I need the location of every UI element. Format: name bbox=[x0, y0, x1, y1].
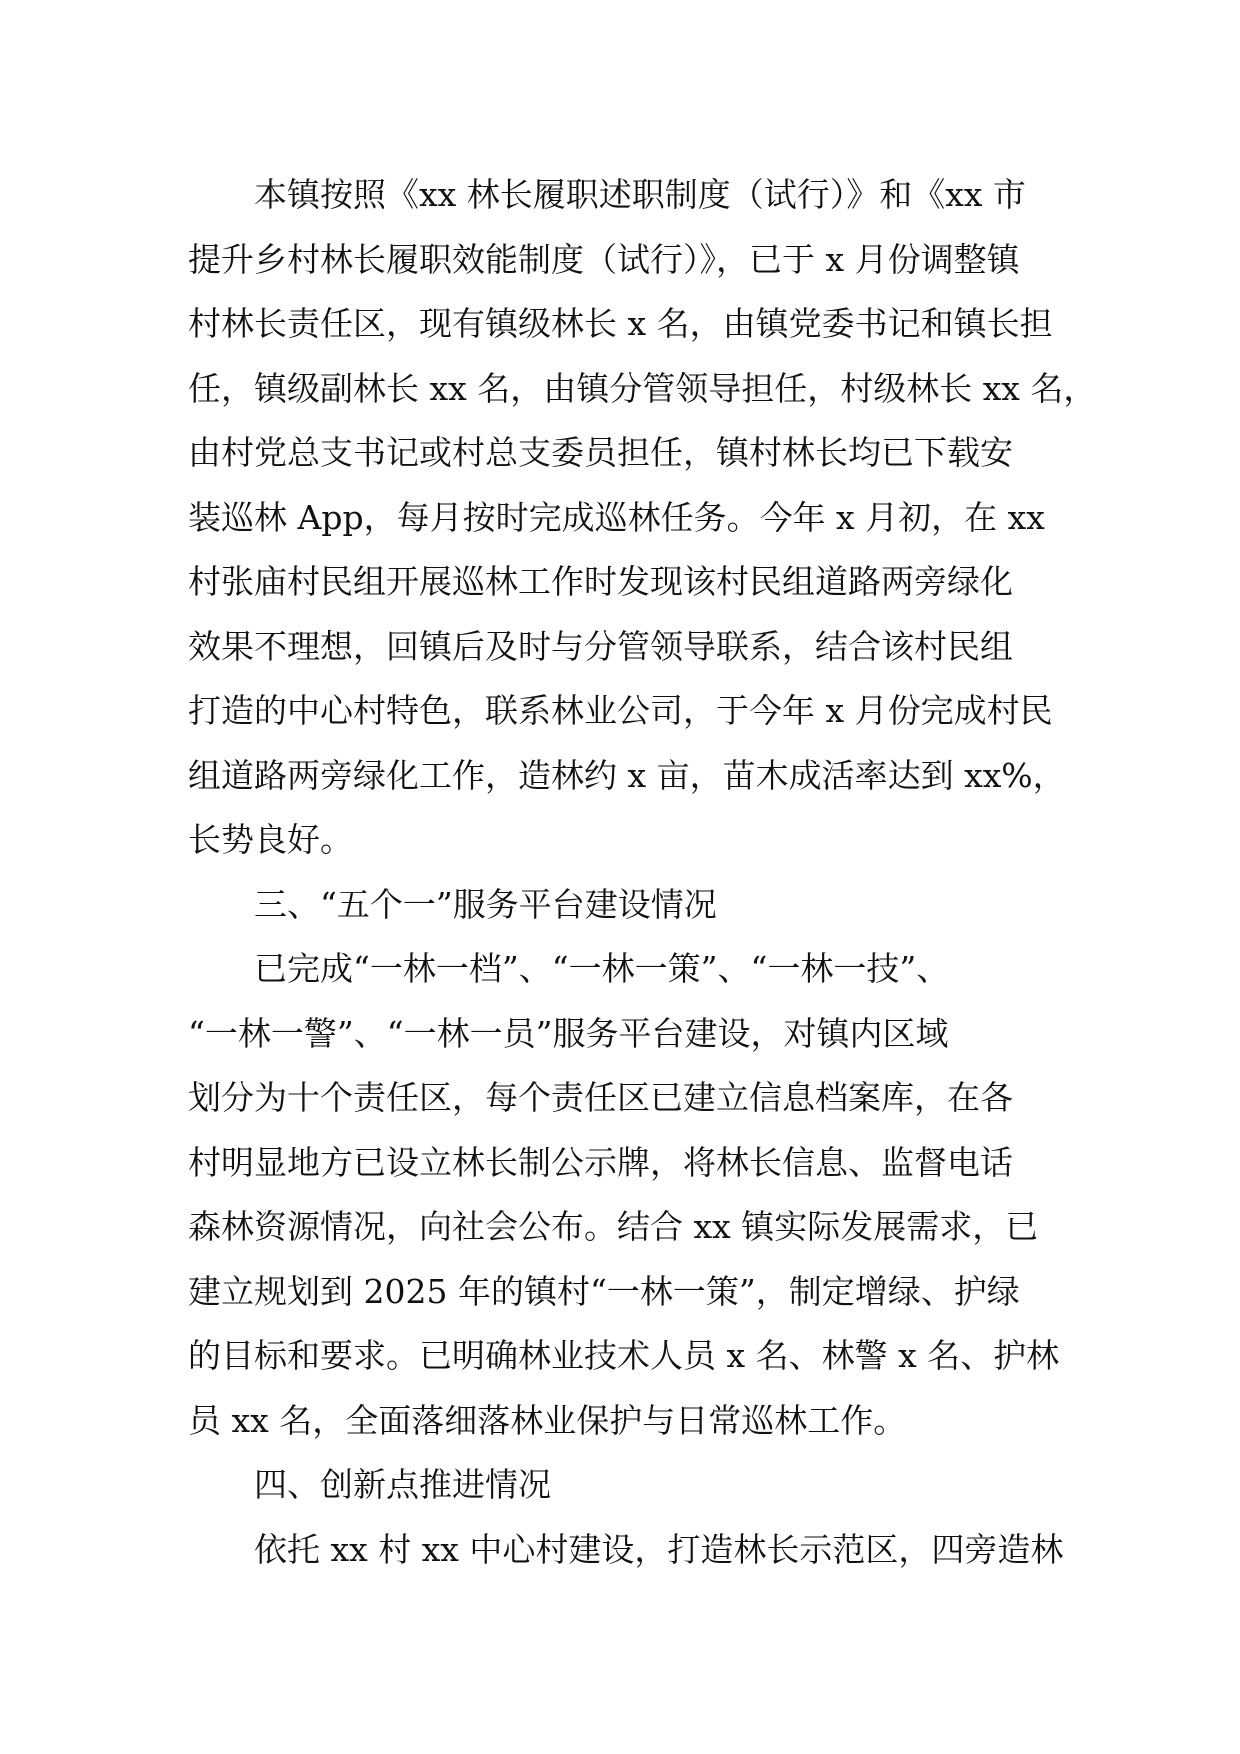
paragraph-line: “一林一警”、“一林一员”服务平台建设，对镇内区域 bbox=[188, 1013, 949, 1053]
paragraph-line: 划分为十个责任区，每个责任区已建立信息档案库，在各 bbox=[188, 1078, 1013, 1117]
paragraph-line: 组道路两旁绿化工作，造林约 x 亩，苗木成活率达到 xx%， bbox=[188, 755, 1066, 795]
paragraph-line: 建立规划到 2025 年的镇村“一林一策”，制定增绿、护绿 bbox=[188, 1271, 1020, 1311]
paragraph-line: 装巡林 App，每月按时完成巡林任务。今年 x 月初，在 xx bbox=[188, 497, 1045, 537]
paragraph-line: 由村党总支书记或村总支委员担任，镇村林长均已下载安 bbox=[188, 433, 1013, 472]
paragraph-line: 已完成“一林一档”、“一林一策”、“一林一技”、 bbox=[254, 949, 950, 988]
paragraph-line: 村张庙村民组开展巡林工作时发现该村民组道路两旁绿化 bbox=[188, 562, 1013, 601]
section-heading: 三、“五个一”服务平台建设情况 bbox=[254, 884, 717, 924]
paragraph-line: 任，镇级副林长 xx 名，由镇分管领导担任，村级林长 xx 名， bbox=[188, 368, 1097, 408]
paragraph-line: 效果不理想，回镇后及时与分管领导联系，结合该村民组 bbox=[188, 626, 1013, 666]
paragraph-line: 村林长责任区，现有镇级林长 x 名，由镇党委书记和镇长担 bbox=[188, 304, 1053, 343]
paragraph-line: 依托 xx 村 xx 中心村建设，打造林长示范区，四旁造林 bbox=[254, 1529, 1064, 1569]
paragraph-line: 员 xx 名，全面落细落林业保护与日常巡林工作。 bbox=[188, 1400, 907, 1440]
section-heading: 四、创新点推进情况 bbox=[254, 1465, 551, 1504]
paragraph-line: 长势良好。 bbox=[188, 820, 353, 859]
paragraph-line: 提升乡村林长履职效能制度（试行）》，已于 x 月份调整镇 bbox=[188, 239, 1020, 279]
paragraph-line: 打造的中心村特色，联系林业公司，于今年 x 月份完成村民 bbox=[188, 691, 1053, 730]
paragraph-line: 的目标和要求。已明确林业技术人员 x 名、林警 x 名、护林 bbox=[188, 1336, 1060, 1375]
document-body bbox=[188, 163, 1097, 1582]
paragraph-line: 森林资源情况，向社会公布。结合 xx 镇实际发展需求，已 bbox=[188, 1207, 1039, 1246]
paragraph-line: 本镇按照《xx 林长履职述职制度（试行）》和《xx 市 bbox=[254, 175, 1026, 214]
paragraph-line: 村明显地方已设立林长制公示牌，将林长信息、监督电话 bbox=[188, 1142, 1013, 1182]
